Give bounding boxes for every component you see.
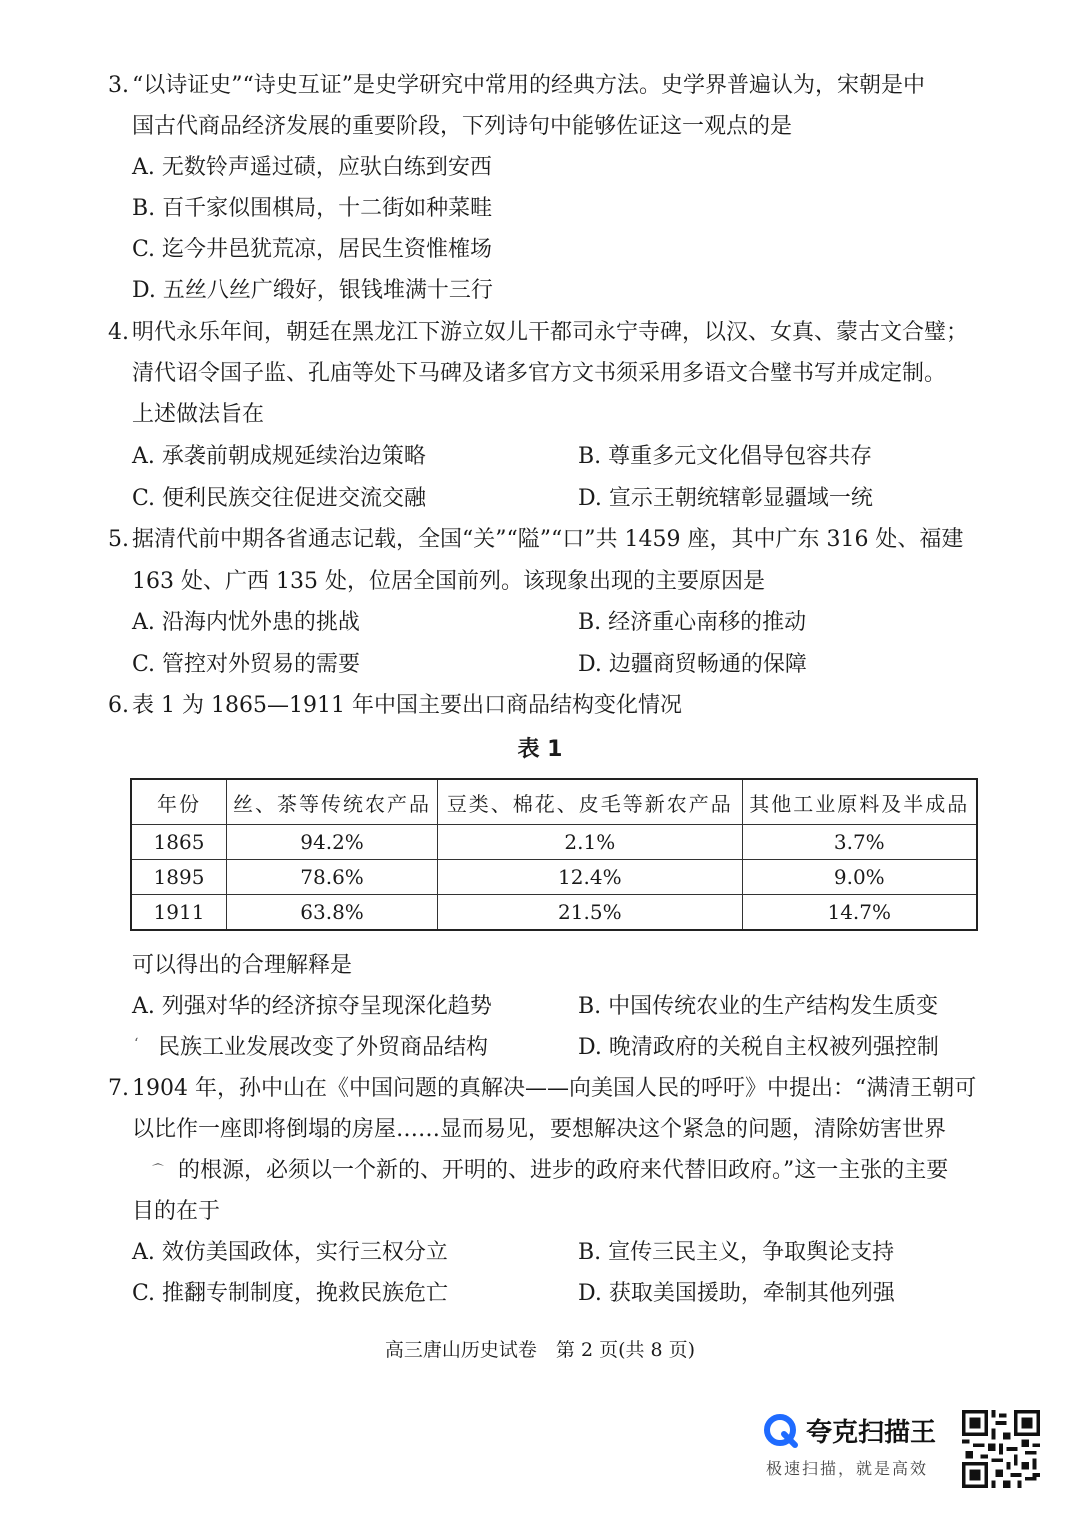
scan-artifact-mark: ‘ [134, 1036, 139, 1052]
table-cell: 3.7% [742, 825, 977, 860]
question-3-option-c[interactable]: C. 迄今井邑犹荒凉，居民生资惟榷场 [132, 237, 493, 262]
table-cell: 21.5% [438, 895, 742, 931]
table-header-traditional: 丝、茶等传统农产品 [227, 779, 438, 825]
table-cell: 1865 [131, 825, 227, 860]
table-cell: 9.0% [742, 860, 977, 895]
question-4-option-d[interactable]: D. 宣示王朝统辖彰显疆域一统 [578, 486, 873, 511]
question-4-stem-line-3: 上述做法旨在 [132, 402, 265, 427]
question-3-stem-line-1: 3. “以诗证史”“诗史互证”是史学研究中常用的经典方法。史学界普遍认为，宋朝是中 [108, 71, 925, 101]
question-7-option-b[interactable]: B. 宣传三民主义，争取舆论支持 [578, 1240, 895, 1265]
table-cell: 12.4% [438, 860, 742, 895]
question-4-option-b[interactable]: B. 尊重多元文化倡导包容共存 [578, 444, 873, 469]
table-cell: 63.8% [227, 895, 438, 931]
table-cell: 1895 [131, 860, 227, 895]
question-6-prompt: 可以得出的合理解释是 [132, 953, 353, 978]
table-cell: 14.7% [742, 895, 977, 931]
question-number: 6. [108, 693, 129, 718]
question-5-option-a[interactable]: A. 沿海内忧外患的挑战 [132, 610, 360, 635]
question-number: 3. [108, 73, 129, 98]
table-row [131, 895, 977, 931]
question-5-stem-line-2: 163 处、广西 135 处，位居全国前列。该现象出现的主要原因是 [132, 569, 765, 594]
page-footer: 高三唐山历史试卷 第 2 页(共 8 页) [384, 1339, 696, 1361]
question-5-option-d[interactable]: D. 边疆商贸畅通的保障 [578, 652, 807, 677]
export-structure-table [130, 778, 978, 931]
question-number: 7. [108, 1076, 129, 1101]
question-4-option-c[interactable]: C. 便利民族交往促进交流交融 [132, 486, 427, 511]
question-7-option-c[interactable]: C. 推翻专制制度，挽救民族危亡 [132, 1281, 449, 1306]
question-7-stem-line-4: 目的在于 [132, 1199, 221, 1224]
table-cell: 2.1% [438, 825, 742, 860]
question-4-option-a[interactable]: A. 承袭前朝成规延续治边策略 [132, 444, 426, 469]
qr-code-icon[interactable] [962, 1410, 1040, 1488]
brand-name: 夸克扫描王 [806, 1418, 937, 1448]
table-cell: 94.2% [227, 825, 438, 860]
question-4-stem-line-2: 清代诏令国子监、孔庙等处下马碑及诸多官方文书须采用多语文合璧书写并成定制。 [132, 361, 947, 386]
question-number: 4. [108, 320, 129, 345]
question-4-stem-line-1: 4. 明代永乐年间，朝廷在黑龙江下游立奴儿干都司永宁寺碑，以汉、女真、蒙古文合璧； [108, 318, 968, 348]
question-3-option-b[interactable]: B. 百千家似围棋局，十二街如种菜畦 [132, 196, 493, 221]
table-header-new: 豆类、棉花、皮毛等新农产品 [438, 779, 742, 825]
table-cell: 1911 [131, 895, 227, 931]
table-cell: 78.6% [227, 860, 438, 895]
question-6-option-a[interactable]: A. 列强对华的经济掠夺呈现深化趋势 [132, 994, 492, 1019]
table-row [131, 825, 977, 860]
table-caption: 表 1 [517, 737, 563, 762]
scanner-brand[interactable] [764, 1408, 960, 1484]
question-6-stem: 6. 表 1 为 1865—1911 年中国主要出口商品结构变化情况 [108, 691, 682, 721]
question-7-stem-line-1: 7. 1904 年，孙中山在《中国问题的真解决——向美国人民的呼吁》中提出：“满清王朝可 [108, 1074, 976, 1104]
question-6-option-c[interactable]: 民族工业发展改变了外贸商品结构 [158, 1035, 489, 1060]
table-header-industrial: 其他工业原料及半成品 [742, 779, 977, 825]
question-6-option-b[interactable]: B. 中国传统农业的生产结构发生质变 [578, 994, 939, 1019]
brand-slogan: 极速扫描，就是高效 [766, 1459, 929, 1478]
table-header-row [131, 779, 977, 825]
question-3-option-d[interactable]: D. 五丝八丝广缎好，银钱堆满十三行 [132, 278, 493, 303]
question-number: 5. [108, 527, 129, 552]
question-5-option-b[interactable]: B. 经济重心南移的推动 [578, 610, 807, 635]
question-7-stem-line-2: 以比作一座即将倒塌的房屋……显而易见，要想解决这个紧急的问题，清除妨害世界 [132, 1117, 947, 1142]
table-header-year: 年份 [131, 779, 227, 825]
question-3-stem-line-2: 国古代商品经济发展的重要阶段，下列诗句中能够佐证这一观点的是 [132, 114, 793, 139]
question-7-option-a[interactable]: A. 效仿美国政体，实行三权分立 [132, 1240, 448, 1265]
table-row [131, 860, 977, 895]
question-7-stem-line-3: 的根源，必须以一个新的、开明的、进步的政府来代替旧政府。”这一主张的主要 [178, 1158, 949, 1183]
question-5-stem-line-1: 5. 据清代前中期各省通志记载，全国“关”“隘”“口”共 1459 座，其中广东 316 处、福建 [108, 525, 963, 555]
question-7-option-d[interactable]: D. 获取美国援助，牵制其他列强 [578, 1281, 895, 1306]
quark-logo-icon [764, 1414, 798, 1448]
question-5-option-c[interactable]: C. 管控对外贸易的需要 [132, 652, 361, 677]
question-6-option-d[interactable]: D. 晚清政府的关税自主权被列强控制 [578, 1035, 939, 1060]
question-3-option-a[interactable]: A. 无数铃声遥过碛，应驮白练到安西 [132, 155, 492, 180]
